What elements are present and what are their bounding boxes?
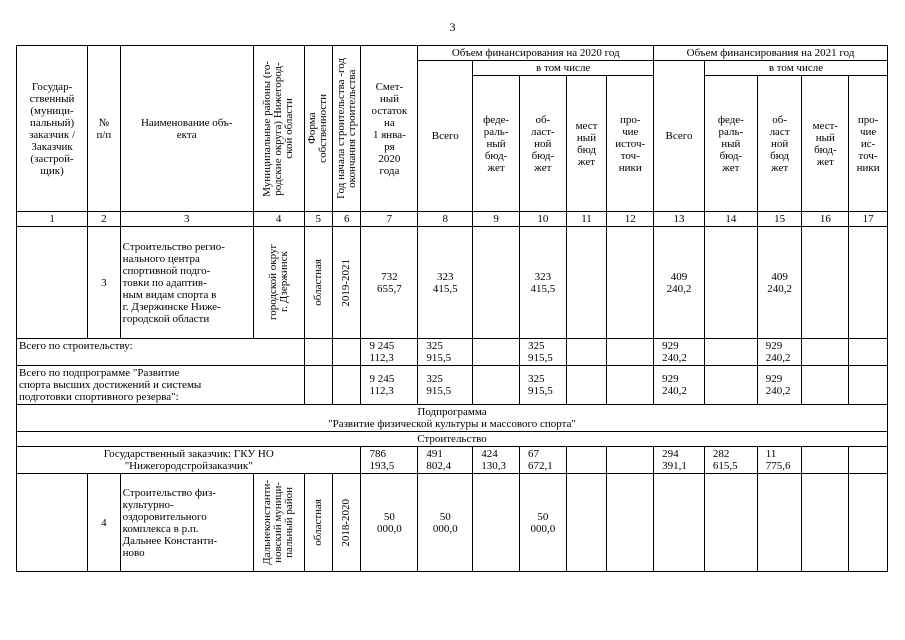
- section-row: [17, 432, 888, 447]
- obl-2021: 409 240,2: [757, 227, 802, 339]
- object-name: Строительство физ- культурно- оздоровительного комплекса в р.п. Дальнее Константи- ново: [120, 474, 253, 572]
- col-num: 2: [88, 212, 121, 227]
- header-fin-2020: Объем финансирования на 2020 год: [418, 46, 654, 61]
- header-proch-2020: про- чие источ- точ- ники: [607, 76, 654, 212]
- customer-label: Государственный заказчик: ГКУ НО "Нижегородстройзаказчик": [17, 447, 361, 474]
- header-fin-2021: Объем финансирования на 2021 год: [654, 46, 888, 61]
- cell-empty: [757, 474, 802, 572]
- header-fed-2021: феде- раль- ный бюд- жет: [704, 76, 757, 212]
- cell-empty: [607, 366, 654, 405]
- header-ownership: Форма собственности: [304, 46, 332, 212]
- cell-empty: [849, 339, 888, 366]
- cell-empty: [607, 474, 654, 572]
- fed-2021: 282 615,5: [704, 447, 757, 474]
- cell-empty: [704, 339, 757, 366]
- header-total-2020: Всего: [418, 61, 473, 212]
- object-name: Строительство регио- нального центра спортивной подго- товки по адаптив- ным видам спорта в г. Дзержинске Ниже- городской области: [120, 227, 253, 339]
- cell-empty: [333, 366, 361, 405]
- col-num: 15: [757, 212, 802, 227]
- header-incl-2021: в том числе: [704, 61, 887, 76]
- col-num: 16: [802, 212, 849, 227]
- header-fed-2020: феде- раль- ный бюд- жет: [473, 76, 520, 212]
- cell-empty: [607, 447, 654, 474]
- cell-empty: [304, 366, 332, 405]
- col-num: 1: [17, 212, 88, 227]
- obl-2021: 929 240,2: [757, 339, 802, 366]
- table-row: [17, 366, 888, 405]
- row-number: 4: [88, 474, 121, 572]
- row-number: 3: [88, 227, 121, 339]
- col-num: 12: [607, 212, 654, 227]
- col-num: 4: [253, 212, 304, 227]
- district: городской округ г. Дзержинск: [253, 227, 304, 339]
- header-total-2021: Всего: [654, 61, 705, 212]
- cell-empty: [704, 366, 757, 405]
- obl-2021: 929 240,2: [757, 366, 802, 405]
- total-2020: 325 915,5: [418, 339, 473, 366]
- cell-empty: [849, 227, 888, 339]
- cell-empty: [566, 447, 607, 474]
- cell-empty: [304, 339, 332, 366]
- header-incl-2020: в том числе: [473, 61, 654, 76]
- total-construction-label: Всего по строительству:: [17, 339, 305, 366]
- total-2021: 929 240,2: [654, 366, 705, 405]
- obl-2020: 325 915,5: [519, 339, 566, 366]
- cell-empty: [607, 339, 654, 366]
- page-number: 3: [449, 20, 456, 34]
- cell-empty: [704, 227, 757, 339]
- cell-empty: [333, 339, 361, 366]
- col-num: 7: [361, 212, 418, 227]
- cell-empty: [17, 227, 88, 339]
- cell-empty: [802, 227, 849, 339]
- cell-empty: [654, 474, 705, 572]
- remainder: 50 000,0: [361, 474, 418, 572]
- table-row: [17, 339, 888, 366]
- col-num: 11: [566, 212, 607, 227]
- cell-empty: [607, 227, 654, 339]
- total-2021: 409 240,2: [654, 227, 705, 339]
- col-num: 5: [304, 212, 332, 227]
- cell-empty: [849, 447, 888, 474]
- cell-empty: [566, 227, 607, 339]
- remainder: 9 245 112,3: [361, 366, 418, 405]
- cell-empty: [17, 474, 88, 572]
- cell-empty: [566, 474, 607, 572]
- cell-empty: [473, 227, 520, 339]
- column-numbers-row: [17, 212, 888, 227]
- header-row-1: [17, 46, 888, 61]
- subprogram-title: Подпрограмма "Развитие физической культуры и массового спорта": [17, 405, 888, 432]
- col-num: 3: [120, 212, 253, 227]
- header-mest-2020: мест ный бюд жет: [566, 76, 607, 212]
- years: 2019-2021: [333, 227, 361, 339]
- cell-empty: [566, 339, 607, 366]
- district: Дальнеконстанти- новский муници- пальный район: [253, 474, 304, 572]
- years: 2018-2020: [333, 474, 361, 572]
- cell-empty: [802, 447, 849, 474]
- table-row: [17, 227, 888, 339]
- header-districts: Муниципальные районы (го- родские округа) Нижегород- ской области: [253, 46, 304, 212]
- header-remainder: Смет- ный остаток на 1 янва- ря 2020 года: [361, 46, 418, 212]
- header-years: Год начала строительства -год окончания строительства: [333, 46, 361, 212]
- col-num: 9: [473, 212, 520, 227]
- total-2020: 50 000,0: [418, 474, 473, 572]
- header-number: № п/п: [88, 46, 121, 212]
- financing-table: [16, 45, 888, 572]
- cell-empty: [473, 339, 520, 366]
- cell-empty: [849, 366, 888, 405]
- obl-2020: 50 000,0: [519, 474, 566, 572]
- header-object-name: Наименование объ- екта: [120, 46, 253, 212]
- remainder: 732 655,7: [361, 227, 418, 339]
- total-2021: 929 240,2: [654, 339, 705, 366]
- obl-2020: 323 415,5: [519, 227, 566, 339]
- total-2020: 325 915,5: [418, 366, 473, 405]
- total-2020: 323 415,5: [418, 227, 473, 339]
- header-proch-2021: про- чие ис- точ- ники: [849, 76, 888, 212]
- section-title: Строительство: [17, 432, 888, 447]
- col-num: 13: [654, 212, 705, 227]
- cell-empty: [566, 366, 607, 405]
- remainder: 786 193,5: [361, 447, 418, 474]
- obl-2020: 325 915,5: [519, 366, 566, 405]
- ownership: областная: [304, 474, 332, 572]
- header-obl-2020: об- ласт- ной бюд- жет: [519, 76, 566, 212]
- total-subprogram-label: Всего по подпрограмме "Развитие спорта высших достижений и системы подготовки спортивного резерва":: [17, 366, 305, 405]
- cell-empty: [849, 474, 888, 572]
- remainder: 9 245 112,3: [361, 339, 418, 366]
- obl-2020: 67 672,1: [519, 447, 566, 474]
- col-num: 8: [418, 212, 473, 227]
- total-2020: 491 802,4: [418, 447, 473, 474]
- ownership: областная: [304, 227, 332, 339]
- cell-empty: [473, 474, 520, 572]
- header-mest-2021: мест- ный бюд- жет: [802, 76, 849, 212]
- cell-empty: [704, 474, 757, 572]
- header-customer: Государ- ственный (муници- пальный) заказчик / Заказчик (застрой- щик): [17, 46, 88, 212]
- fed-2020: 424 130,3: [473, 447, 520, 474]
- col-num: 10: [519, 212, 566, 227]
- col-num: 17: [849, 212, 888, 227]
- cell-empty: [802, 339, 849, 366]
- table-row: [17, 447, 888, 474]
- cell-empty: [802, 474, 849, 572]
- header-obl-2021: об- ласт ной бюд жет: [757, 76, 802, 212]
- table-row: [17, 474, 888, 572]
- col-num: 6: [333, 212, 361, 227]
- cell-empty: [802, 366, 849, 405]
- total-2021: 294 391,1: [654, 447, 705, 474]
- subprogram-row: [17, 405, 888, 432]
- cell-empty: [473, 366, 520, 405]
- obl-2021: 11 775,6: [757, 447, 802, 474]
- col-num: 14: [704, 212, 757, 227]
